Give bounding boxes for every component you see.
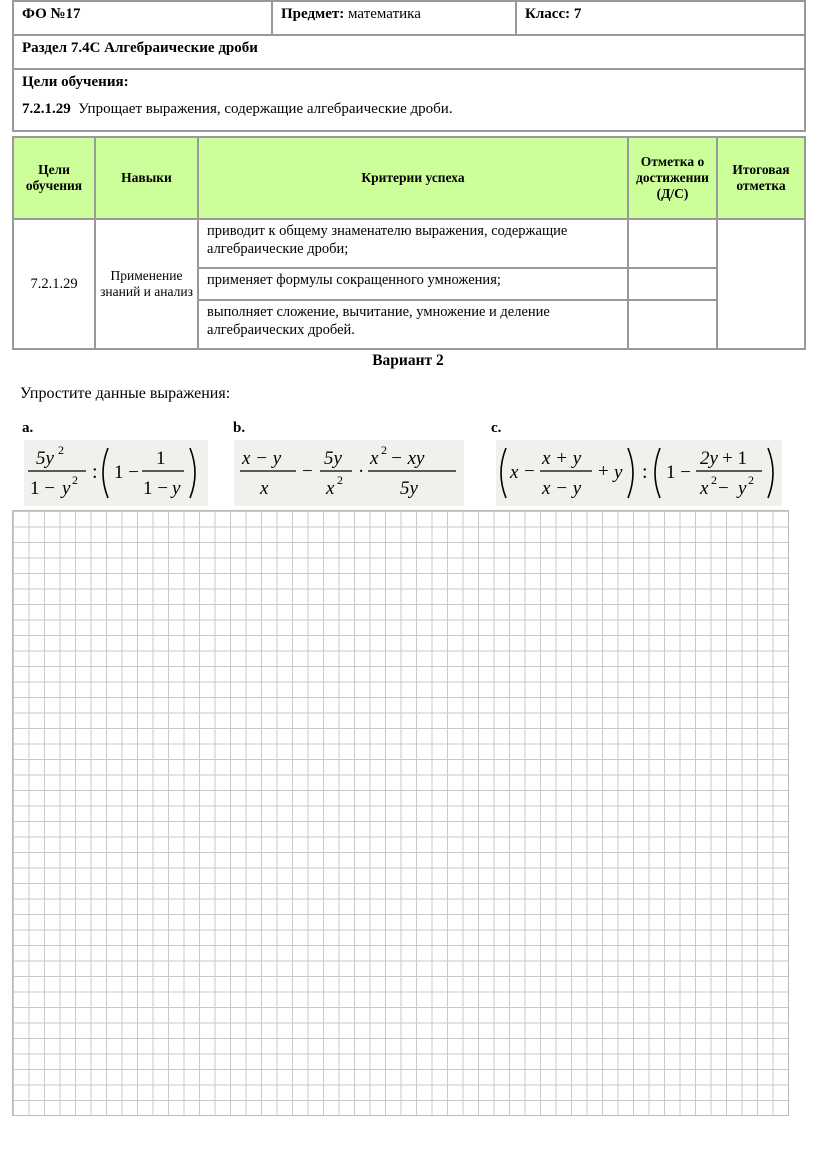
svg-text:y: y	[738, 478, 747, 499]
svg-text:x: x	[326, 478, 335, 499]
goals-title: Цели обучения:	[22, 74, 129, 90]
graph-paper-answer-area[interactable]	[12, 510, 789, 1116]
subject-cell	[272, 1, 516, 35]
svg-text:2: 2	[337, 473, 343, 487]
subject-value: математика	[348, 6, 421, 22]
task-b-formula	[240, 443, 456, 499]
task-a-formula	[28, 443, 195, 499]
task-a-expression	[24, 440, 208, 506]
svg-text::: :	[642, 461, 648, 483]
task-c-formula	[501, 448, 773, 499]
task-a-label: a.	[22, 420, 34, 436]
svg-text::: :	[92, 461, 98, 483]
svg-text:x − y: x − y	[242, 448, 282, 469]
skill-cell: Применение знаний и анализ	[95, 219, 198, 349]
task-c-expression	[496, 440, 782, 506]
svg-text:y: y	[614, 462, 623, 483]
goal-code-cell: 7.2.1.29	[13, 219, 95, 349]
svg-text:x + y: x + y	[542, 448, 582, 469]
criteria-header-row	[13, 137, 805, 219]
achievement-cell-2	[628, 268, 717, 300]
svg-text:−: −	[302, 461, 313, 482]
final-mark-cell	[717, 219, 805, 349]
header-table	[12, 0, 806, 132]
svg-text:x − y: x − y	[542, 478, 582, 499]
col-final-mark: Итоговая отметка	[717, 137, 805, 219]
criterion-1: приводит к общему знаменателю выражения, содержащие алгебраические дроби;	[198, 219, 628, 268]
criterion-2: применяет формулы сокращенного умножения;	[198, 268, 628, 300]
svg-text:2: 2	[711, 473, 717, 487]
goal-line	[22, 101, 796, 118]
svg-text:5y: 5y	[400, 478, 418, 499]
svg-text:2y: 2y	[700, 448, 718, 469]
svg-text:2: 2	[748, 473, 754, 487]
svg-text:+ 1: + 1	[722, 448, 747, 469]
goal-code: 7.2.1.29	[22, 101, 71, 117]
instruction: Упростите данные выражения:	[20, 385, 231, 402]
svg-text:y: y	[62, 478, 71, 499]
svg-text:·: ·	[358, 461, 365, 482]
goal-text: Упрощает выражения, содержащие алгебраические дроби.	[78, 101, 453, 117]
svg-text:−: −	[524, 461, 535, 482]
goals-cell	[13, 69, 805, 131]
section-title: Раздел 7.4С Алгебраические дроби	[13, 35, 805, 69]
svg-text:2: 2	[58, 443, 64, 457]
task-c-label: c.	[491, 420, 502, 436]
criteria-table	[12, 136, 806, 350]
svg-text:− xy: − xy	[390, 448, 425, 469]
svg-text:+: +	[598, 461, 609, 482]
svg-text:x: x	[700, 478, 709, 499]
svg-text:1 −: 1 −	[143, 478, 168, 499]
svg-text:x: x	[260, 478, 269, 499]
svg-text:1: 1	[156, 448, 166, 469]
svg-text:−: −	[718, 478, 729, 499]
variant-title: Вариант 2	[372, 352, 444, 369]
svg-text:1 −: 1 −	[30, 478, 55, 499]
svg-text:x: x	[370, 448, 379, 469]
svg-text:5y: 5y	[36, 448, 54, 469]
col-criteria: Критерии успеха	[198, 137, 628, 219]
svg-text:2: 2	[72, 473, 78, 487]
svg-text:x: x	[510, 462, 519, 483]
subject-label: Предмет:	[281, 6, 345, 22]
col-skills: Навыки	[95, 137, 198, 219]
col-achievement: Отметка о достижении (Д/С)	[628, 137, 717, 219]
svg-text:1 −: 1 −	[114, 462, 139, 483]
svg-text:5y: 5y	[324, 448, 342, 469]
achievement-cell-1	[628, 219, 717, 268]
task-b-expression	[234, 440, 464, 506]
fo-number: ФО №17	[13, 1, 272, 35]
criterion-3: выполняет сложение, вычитание, умножение и деление алгебраических дробей.	[198, 300, 628, 349]
class-label: Класс: 7	[516, 1, 805, 35]
svg-text:y: y	[172, 478, 181, 499]
task-b-label: b.	[233, 420, 246, 436]
achievement-cell-3	[628, 300, 717, 349]
col-goals: Цели обучения	[13, 137, 95, 219]
svg-text:1 −: 1 −	[666, 462, 691, 483]
svg-text:2: 2	[381, 443, 387, 457]
